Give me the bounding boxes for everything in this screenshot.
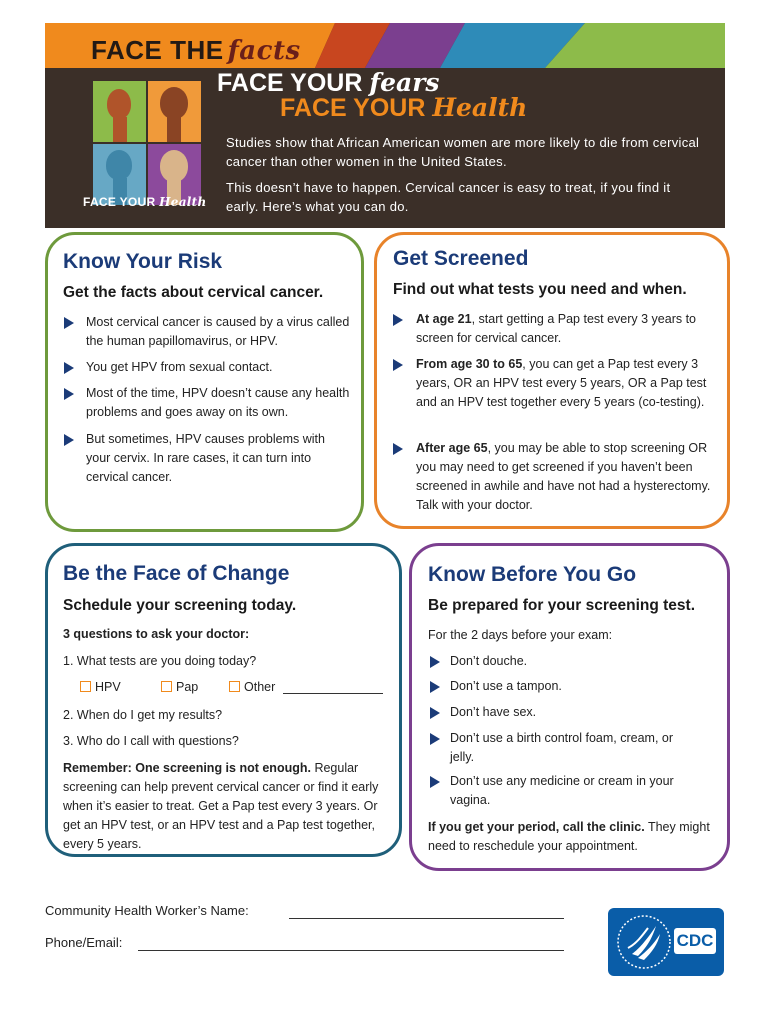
pap-checkbox[interactable] [161,681,172,692]
bullet-arrow-icon [430,776,440,788]
bullet-arrow-icon [430,733,440,745]
cdc-wordmark: CDC [674,928,716,954]
question-1: 1. What tests are you doing today? [63,654,257,668]
risk-item: Most cervical cancer is caused by a virus called the human papillomavirus, or HPV. [86,315,350,348]
before-item: Don’t use a birth control foam, cream, or jelly. [450,731,674,764]
bullet-arrow-icon [393,443,403,455]
know-your-risk-title: Know Your Risk [63,250,223,273]
before-item: Don’t use any medicine or cream in your vagina. [450,774,674,807]
face-of-change-title: Be the Face of Change [63,562,290,585]
screening-item: At age 21, start getting a Pap test every 3 years to screen for cervical cancer. [416,312,697,345]
other-write-in-line[interactable] [283,693,383,694]
question-2: 2. When do I get my results? [63,708,223,722]
face-silhouette-orange [148,81,201,142]
get-screened-subtitle: Find out what tests you need and when. [393,281,687,298]
bullet-arrow-icon [393,314,403,326]
chw-name-label: Community Health Worker’s Name: [45,903,249,918]
risk-item: Most of the time, HPV doesn’t cause any health problems and goes away on its own. [86,386,350,419]
question-3: 3. Who do I call with questions? [63,734,239,748]
before-item: Don’t use a tampon. [450,679,562,693]
cdc-hhs-logo [608,908,724,976]
before-item: Don’t douche. [450,654,528,668]
get-screened-title: Get Screened [393,247,529,270]
other-checkbox[interactable] [229,681,240,692]
hpv-checkbox[interactable] [80,681,91,692]
face-of-change-subtitle: Schedule your screening today. [63,597,297,614]
screening-item: From age 30 to 65, you can get a Pap test every 3 years, OR an HPV test every 5 years, OR a Pap test and an HPV test together every 5 years (co-testing). [416,357,707,409]
bullet-arrow-icon [430,707,440,719]
intro-paragraph: Studies show that African American women are more likely to die from cervical cancer than other women in the United States. [226,135,700,169]
header-banner [45,23,725,228]
screening-item: After age 65, you may be able to stop screening OR you may need to get screened if you haven’t been screened in awhile and have not had a hysterectomy. Talk with your doctor. [416,441,711,512]
risk-item: But sometimes, HPV causes problems with your cervix. In rare cases, it can turn into cervical cancer. [86,432,325,484]
remember-note: Remember: One screening is not enough. Regular screening can help prevent cervical cancer or find it early when it’s easier to treat. Get a Pap test every 3 years. Or get an HPV test, or an HPV test and a Pap test together, every 5 years. [63,761,379,851]
bullet-arrow-icon [64,317,74,329]
bullet-arrow-icon [393,359,403,371]
know-your-risk-box [45,232,364,532]
other-option-label: Other [244,680,276,694]
know-before-subtitle: Be prepared for your screening test. [428,597,696,614]
before-item: Don’t have sex. [450,705,537,719]
period-note: If you get your period, call the clinic. They might need to reschedule your appointment. [428,820,710,853]
hpv-option-label: HPV [95,680,121,694]
phone-email-label: Phone/Email: [45,935,123,950]
bullet-arrow-icon [64,362,74,374]
know-your-risk-subtitle: Get the facts about cervical cancer. [63,284,324,301]
bullet-arrow-icon [64,388,74,400]
face-your-fears-title: FACE YOUR fears [217,68,440,97]
bullet-arrow-icon [430,656,440,668]
face-silhouette-green [93,81,146,142]
chw-name-line[interactable] [289,918,564,919]
intro-paragraph-2: This doesn’t have to happen. Cervical cancer is easy to treat, if you find it early. Here’s what you can do. [226,180,671,214]
face-your-health-logo-text: FACE YOUR Health [83,195,207,209]
face-the-facts-title: FACE THE facts [91,35,301,66]
before-intro: For the 2 days before your exam: [428,628,613,642]
know-before-title: Know Before You Go [428,563,637,586]
faces-logo [93,81,201,209]
bullet-arrow-icon [430,681,440,693]
bullet-arrow-icon [64,434,74,446]
pap-option-label: Pap [176,680,199,694]
risk-item: You get HPV from sexual contact. [86,360,273,374]
questions-heading: 3 questions to ask your doctor: [63,627,250,641]
face-your-health-title: FACE YOUR Health [280,93,528,122]
phone-email-line[interactable] [138,950,564,951]
